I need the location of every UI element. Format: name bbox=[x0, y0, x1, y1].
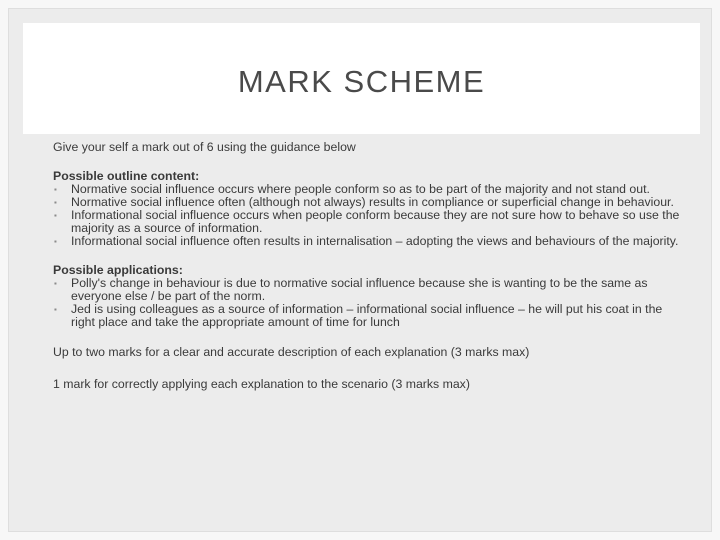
application-item: ▪ Polly's change in behaviour is due to normative social influence because she is wanting to be the same as everyone else / be part of the norm. bbox=[53, 277, 683, 303]
outline-list bbox=[53, 183, 683, 248]
outline-item: ▪ Normative social influence often (although not always) results in compliance or superficial change in behaviour. bbox=[53, 196, 683, 209]
slide-title: MARK SCHEME bbox=[237, 63, 486, 99]
marks-application-text: 1 mark for correctly applying each explanation to the scenario (3 marks max) bbox=[53, 377, 470, 391]
slide-frame bbox=[8, 8, 712, 532]
applications-section bbox=[53, 264, 683, 329]
outline-item: ▪ Informational social influence occurs when people conform because they are not sure how to behave so use the majority as a source of information. bbox=[53, 209, 683, 235]
outline-item: ▪ Informational social influence often results in internalisation – adopting the views and behaviours of the majority. bbox=[53, 235, 683, 248]
outline-heading: Possible outline content: bbox=[53, 169, 200, 183]
outline-item: ▪ Normative social influence occurs where people conform so as to be part of the majority and not stand out. bbox=[53, 183, 683, 196]
application-item: ▪ Jed is using colleagues as a source of information – informational social influence – he will put his coat in the right place and take the appropriate amount of time for lunch bbox=[53, 303, 683, 329]
marks-description-text: Up to two marks for a clear and accurate description of each explanation (3 marks max) bbox=[53, 345, 530, 359]
title-box bbox=[23, 23, 700, 134]
intro-text: Give your self a mark out of 6 using the guidance below bbox=[53, 140, 356, 154]
slide-content bbox=[53, 141, 683, 391]
applications-list bbox=[53, 277, 683, 329]
outline-section bbox=[53, 170, 683, 248]
applications-heading: Possible applications: bbox=[53, 263, 183, 277]
